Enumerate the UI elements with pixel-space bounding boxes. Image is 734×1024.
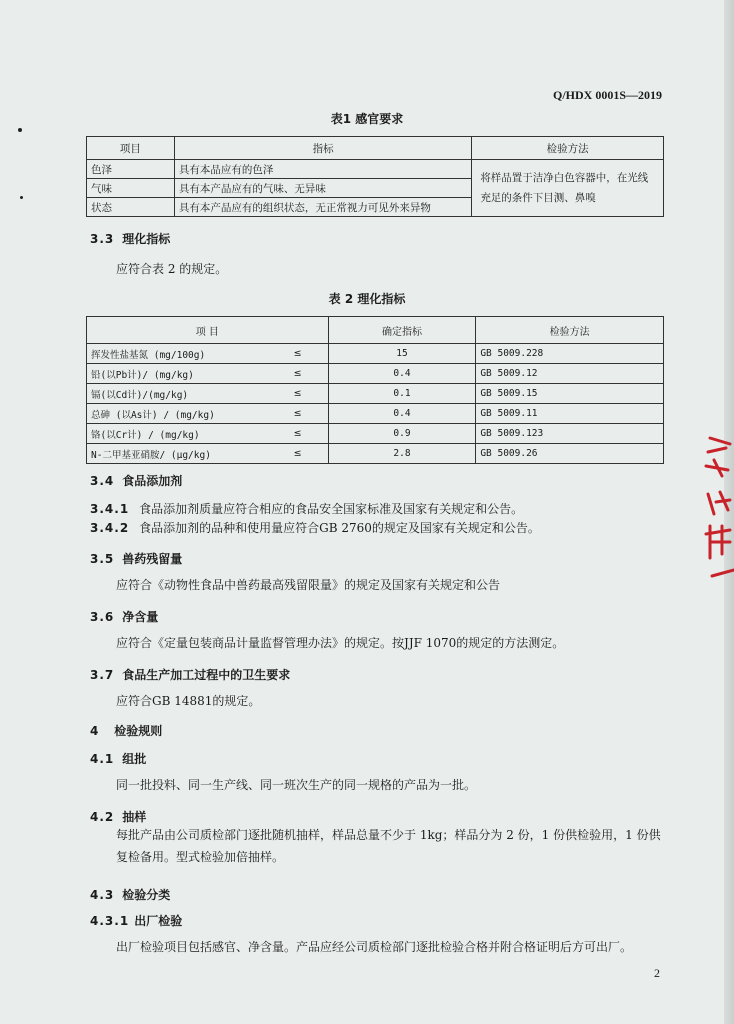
- section-heading: 4 检验规则: [90, 724, 163, 738]
- clause: 3.4.2 食品添加剂的品种和使用量应符合GB 2760的规定及国家有关规定和公告。: [90, 521, 540, 535]
- section-heading: 3.4 食品添加剂: [90, 474, 183, 488]
- section-heading: 4.3.1 出厂检验: [90, 914, 183, 928]
- table-row: [87, 160, 664, 179]
- header-item: 项目: [87, 137, 175, 160]
- table-row: [87, 444, 664, 464]
- cell-value: 0.4: [328, 364, 476, 384]
- document-code: Q/HDX 0001S—2019: [552, 88, 662, 102]
- section-heading: 3.5 兽药残留量: [90, 552, 183, 566]
- cell-method: GB 5009.228: [476, 344, 664, 364]
- cell-value: 0.9: [328, 424, 476, 444]
- cell-method: 将样品置于洁净白色容器中，在光线充足的条件下目测、鼻嗅: [472, 160, 664, 217]
- section-text: 应符合GB 14881的规定。: [116, 694, 261, 708]
- cell-method: GB 5009.123: [476, 424, 664, 444]
- scan-speck: [20, 196, 23, 199]
- cell-item: 铬(以Cr计) / (mg/kg): [87, 424, 257, 444]
- cell-item: 总砷 (以As计) / (mg/kg): [87, 404, 257, 424]
- section-text: 同一批投料、同一生产线、同一班次生产的同一规格的产品为一批。: [116, 778, 477, 792]
- sensory-requirements-table: [86, 136, 664, 217]
- cell-value: 2.8: [328, 444, 476, 464]
- cell-operator: ≤: [256, 404, 328, 424]
- section-heading: 4.3 检验分类: [90, 888, 171, 902]
- table-row: [87, 424, 664, 444]
- header-method: 检验方法: [476, 317, 664, 344]
- clause: 3.4.1 食品添加剂质量应符合相应的食品安全国家标准及国家有关规定和公告。: [90, 502, 524, 516]
- table1-caption: 表1 感官要求: [330, 112, 404, 126]
- table-row: [87, 384, 664, 404]
- red-seal-stamp: [700, 430, 734, 590]
- cell-item: N-二甲基亚硝胺/ (μg/kg): [87, 444, 257, 464]
- seal-arc: [712, 570, 734, 576]
- header-item: 项 目: [87, 317, 329, 344]
- cell-method: GB 5009.15: [476, 384, 664, 404]
- section-heading: 3.3 理化指标: [90, 232, 171, 246]
- cell-spec: 具有本品应有的色泽: [174, 160, 471, 179]
- cell-item: 铅(以Pb计)/ (mg/kg): [87, 364, 257, 384]
- section-heading: 4.1 组批: [90, 752, 147, 766]
- section-text: 每批产品由公司质检部门逐批随机抽样，样品总量不少于 1kg；样品分为 2 份，1 份供检验用，1 份供复检备用。型式检验加倍抽样。: [116, 828, 661, 864]
- section-text: 应符合表 2 的规定。: [116, 262, 228, 276]
- header-method: 检验方法: [472, 137, 664, 160]
- section-heading: 3.6 净含量: [90, 610, 159, 624]
- table-header-row: [87, 317, 664, 344]
- cell-item: 状态: [87, 198, 175, 217]
- physicochemical-table: [86, 316, 664, 464]
- cell-spec: 具有本产品应有的气味、无异味: [174, 179, 471, 198]
- table-header-row: [87, 137, 664, 160]
- section-text: 应符合《定量包装商品计量监督管理办法》的规定。按JJF 1070的规定的方法测定。: [116, 636, 565, 650]
- section-text: 应符合《动物性食品中兽药最高残留限量》的规定及国家有关规定和公告: [116, 578, 501, 592]
- section-heading: 3.7 食品生产加工过程中的卫生要求: [90, 668, 291, 682]
- cell-operator: ≤: [256, 424, 328, 444]
- cell-method: GB 5009.26: [476, 444, 664, 464]
- table-row: [87, 344, 664, 364]
- cell-operator: ≤: [256, 344, 328, 364]
- table-row: [87, 404, 664, 424]
- scan-speck: [18, 128, 22, 132]
- seal-glyph: [708, 492, 730, 514]
- section-text: 出厂检验项目包括感官、净含量。产品应经公司质检部门逐批检验合格并附合格证明后方可出厂。: [116, 940, 633, 954]
- cell-item: 色泽: [87, 160, 175, 179]
- cell-operator: ≤: [256, 444, 328, 464]
- header-spec: 指标: [174, 137, 471, 160]
- table-row: [87, 364, 664, 384]
- cell-spec: 具有本产品应有的组织状态，无正常视力可见外来异物: [174, 198, 471, 217]
- cell-value: 0.4: [328, 404, 476, 424]
- cell-item: 镉(以Cd计)/(mg/kg): [87, 384, 257, 404]
- cell-method: GB 5009.12: [476, 364, 664, 384]
- seal-glyph: [706, 438, 730, 476]
- cell-operator: ≤: [256, 384, 328, 404]
- page-number: 2: [654, 966, 660, 980]
- cell-value: 15: [328, 344, 476, 364]
- header-value: 确定指标: [328, 317, 476, 344]
- section-heading: 4.2 抽样: [90, 810, 147, 824]
- cell-operator: ≤: [256, 364, 328, 384]
- cell-item: 气味: [87, 179, 175, 198]
- cell-method: GB 5009.11: [476, 404, 664, 424]
- seal-glyph: [706, 526, 730, 558]
- cell-item: 挥发性盐基氮 (mg/100g): [87, 344, 257, 364]
- table2-caption: 表 2 理化指标: [328, 292, 406, 306]
- cell-value: 0.1: [328, 384, 476, 404]
